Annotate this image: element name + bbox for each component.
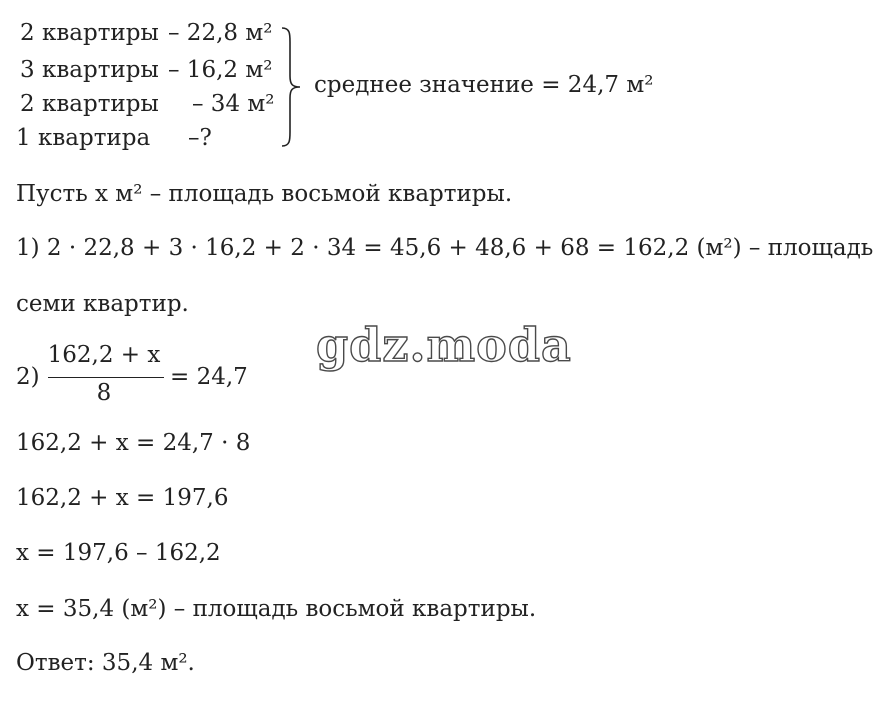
step-2-prefix: 2) (16, 364, 40, 390)
system-row-1 (20, 20, 273, 46)
equation-2: 162,2 + x = 197,6 (16, 485, 229, 511)
equation-1: 162,2 + x = 24,7 · 8 (16, 430, 251, 456)
average-statement: среднее значение = 24,7 м² (314, 72, 654, 98)
system-row-label: 1 квартира (16, 125, 151, 151)
system-row-label: 3 квартиры (20, 57, 159, 83)
right-brace (278, 26, 304, 148)
system-row-label: 2 квартиры (20, 20, 159, 46)
system-row-value: – 22,8 м² (168, 20, 273, 46)
system-row-label: 2 квартиры (20, 91, 159, 117)
step-1-line-2: семи квартир. (16, 291, 189, 317)
system-row-value: – 34 м² (192, 91, 275, 117)
step-1-line-1: 1) 2 · 22,8 + 3 · 16,2 + 2 · 34 = 45,6 + 48,6 + 68 = 162,2 (м²) – площадь (16, 235, 874, 261)
fraction-rhs: = 24,7 (170, 364, 248, 390)
equation-3: x = 197,6 – 162,2 (16, 540, 221, 566)
fraction-denominator: 8 (96, 380, 112, 406)
equation-4: x = 35,4 (м²) – площадь восьмой квартиры. (16, 596, 537, 622)
fraction-numerator: 162,2 + x (47, 342, 161, 368)
answer-line: Ответ: 35,4 м². (16, 650, 195, 676)
let-statement: Пусть x м² – площадь восьмой квартиры. (16, 181, 513, 207)
system-row-4 (16, 125, 212, 151)
system-row-value: –? (188, 125, 212, 151)
system-row-3 (20, 91, 275, 117)
system-row-value: – 16,2 м² (168, 57, 273, 83)
fraction-bar (48, 377, 164, 378)
system-row-2 (20, 57, 273, 83)
watermark-logo: gdz.moda (316, 318, 572, 372)
